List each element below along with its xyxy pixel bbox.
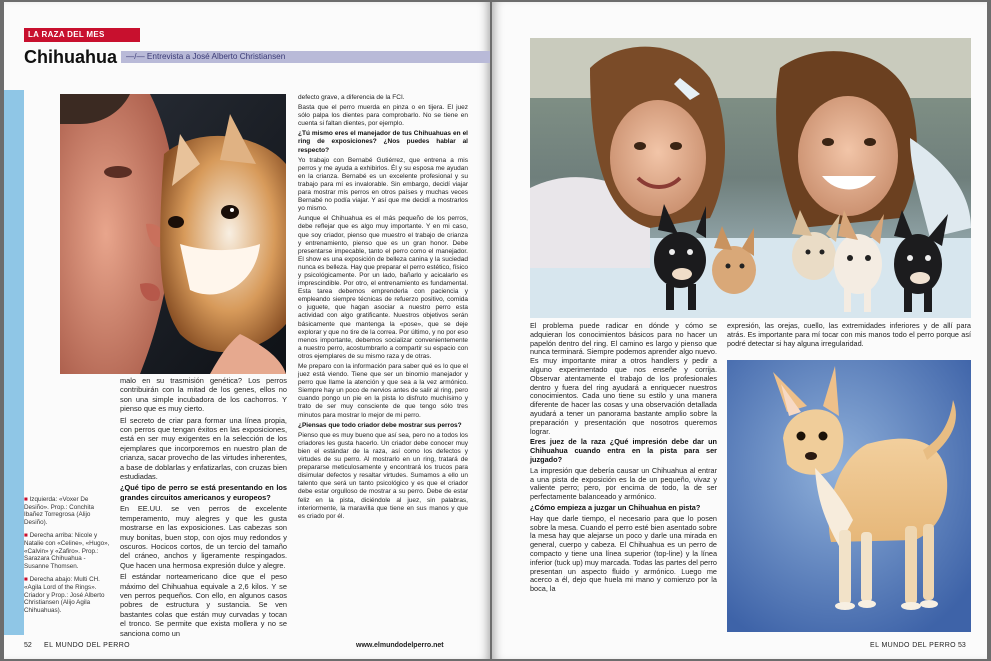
paragraph: En EE.UU. se ven perros de excelente temperamento, muy alegres y que les gusta mostrarse en las exposiciones. Las cabezas son muy bonitas, buen stop, con ojos muy redondos y oscuros. Hocicos cortos, de un tercio del tamaño del cráneo, anchos y ligeramente respingados. Que hacen una hermosa expresión dulce y alegre. (120, 504, 287, 570)
caption-text: Izquierda: «Voxer De Desiño». Prop.: Conchita Ibañez Torregrosa (Alijo Desiño). (24, 496, 95, 526)
paragraph: Basta que el perro muerda en pinza o en tijera. El juez sólo palpa los dientes para comprobarlo. No se tiene en cuenta si faltan dientes, por ejemplo. (298, 104, 468, 128)
question: Eres juez de la raza ¿Qué impresión debe dar un Chihuahua cuando entra en la pista para ser juzgado? (530, 437, 717, 464)
photo-girls-with-puppies (530, 38, 971, 318)
paragraph: El problema puede radicar en dónde y cómo se adquieran los conocimientos básicos para no hacer un papelón dentro del ring. El camino es largo y pienso que nunca terminará. Siempre podemos aprender algo nuevo. Es muy importante mirar a otros handlers y pedir a alguno experimentado que nos enseñe y corrija. Observar atentamente el trabajo de los profesionales dentro y fuera del ring ayudará a enriquecer nuestros conocimientos. Cada uno tiene su estilo y una manera diferente de hacer las cosas y una observación detallada ayudará a tener un panorama bastante amplio sobre la preparación y presentación que nosotros queremos lograr. (530, 321, 717, 436)
photo-standing-chihuahua (727, 360, 971, 632)
interview-credit: —/— Entrevista a José Alberto Christiansen (126, 52, 286, 61)
caption-right-top (24, 532, 110, 570)
left-page (4, 2, 490, 659)
paragraph: Me preparo con la información para saber qué es lo que el juez está viendo. Tiene que ser un binomio manejador y perro que llame la atención y que sea a la vez armónico. Siempre hay un poco de nervios antes de salir al ring, pero cuando pongo un pie en la pista lo disfruto muchísimo y trato de ser muy consciente de que tengo sólo tres minutos para mostrar lo mejor de mi perro. (298, 363, 468, 419)
caption-bullet: ■ (24, 532, 28, 540)
paragraph: Aunque el Chihuahua es el más pequeño de los perros, debe reflejar que es algo muy importante. Y en mi caso, que soy criador, pienso que muestro el trabajo de crianza y entrenamiento, pienso que es un gran honor. Debe presentarse impecable, tanto el perro como el manejador. El show es una exposición de belleza canina y la suciedad nunca es belleza. Hay que preparar el perro estético, físico y psicológicamente. Por un lado, bañarlo y acicalarlo es imprescindible. Por otro, el entrenamiento es fundamental. Esta tarea debemos emprenderla con paciencia y empleando siempre técnicas de refuerzo positivo, comida o juguete, que hagan asociar a nuestro perro esta actividad con algo gratificante. Nuestros objetivos serán básicamente que mantenga la «pose», que se deje explorar y que no tire de la correa. Por último, y no por eso menos importante, debemos socializar convenientemente a nuestro perro, acostumbrarlo a compartir su espacio con otros ejemplares de su mismo raza y de otras. (298, 215, 468, 360)
question: ¿Cómo empieza a juzgar un Chihuahua en pista? (530, 502, 701, 512)
paragraph: El estándar norteamericano dice que el peso máximo del Chihuahua equivale a 2,6 kilos. Y se ven perros pequeños. Con ello, en algunos casos pobres de estructura y sustancia. Se ven bastantes colas que están muy curvadas y tocan el tronco. Se permite que exista mollera y no se sanciona como un (120, 572, 287, 638)
left-page-number: 52 (24, 642, 32, 649)
side-band (4, 90, 24, 635)
question: ¿Tú mismo eres el manejador de tus Chihuahuas en el ring de exposiciones? ¿Nos puedes hablar al respecto? (298, 130, 468, 154)
paragraph: Hay que darle tiempo, el necesario para que lo posen sobre la mesa. Cuando el perro esté bien asentado sobre la mesa hay que alejarse un poco y darle una mirada en general, cuerpo y cabeza. El Chihuahua es un perro de compacto y tiene una línea superior (top-line) y la línea inferior (tuck up) muy marcada. Todas las partes del perro presentan un aspecto fluido y armónico. Luego me acerco a él, dejo que huela mi mano y comienzo por la boca, la (530, 513, 717, 594)
girls-and-puppies-illustration (530, 38, 971, 318)
left-footer-magazine: EL MUNDO DEL PERRO (44, 642, 131, 649)
left-column-3 (298, 94, 468, 523)
caption-right-bottom (24, 576, 110, 614)
paragraph: El secreto de criar para formar una línea propia, con perros que tengan éxitos en las exposiciones, está en ser muy exigentes en la selección de los ejemplares que incorporemos en nuestro plan de crianza, sacar provecho de las virtudes inherentes, a base de doblarlas y enfatizarlas, con cruzas bien estudiadas. (120, 415, 287, 482)
question: ¿Qué tipo de perro se está presentando en los grandes circuitos americanos y europeos? (120, 483, 287, 502)
caption-text: Derecha abajo: Multi CH. «Agila Lord of the Rings». Criador y Prop.: José Alberto Christiansen (Alijo Agila Chihuahuas). (24, 576, 105, 614)
left-column-2 (120, 376, 287, 640)
caption-text: Derecha arriba: Nicole y Natalie con «Celine», «Hugo», «Calvin» y «Zafiro». Prop.: Sarazara Chihuahua - Susanne Thomsen. (24, 532, 110, 570)
caption-left (24, 496, 110, 526)
article-title: Chihuahua (24, 47, 117, 67)
right-page (492, 2, 987, 659)
footer-url: www.elmundodelperro.net (356, 642, 444, 649)
paragraph: Pienso que es muy bueno que así sea, pero no a todos los criadores les gusta hacerlo. Un criador debe conocer muy bien el estándar de la raza, así como los defectos y virtudes de su perro. Al mostrarlo en un ring, tratará de prepararse meticulosamente y encontrará los trucos para disimular defectos y resaltar virtudes. Sumamos a ello un talento que será un tanto psicológico y es que el criador debe estar orgulloso de mostrar a su perro. Debe de estar feliz en la pista, diciéndole al juez, sin palabras, interiormente, la maravilla que tiene en sus manos y que es criado por él. (298, 431, 468, 520)
paragraph: Yo trabajo con Bernabé Gutiérrez, que entrena a mis perros y me ayuda a exhibirlos. Él y su esposa me ayudan en la crianza. Bernabé es un excelente profesional y su trabajo para mí es invalorable. Sin embargo, decidí viajar para mostrar mis perros en otros países y muchas veces Bernabé no podía viajar. Y así que me decidí a mostrarlos yo mismo. (298, 156, 468, 213)
man-and-dog-illustration (60, 94, 286, 374)
standing-chihuahua-illustration (727, 360, 971, 632)
right-footer-magazine: EL MUNDO DEL PERRO (870, 642, 957, 649)
paragraph: La impresión que debería causar un Chihuahua al entrar a una pista de exposición es la de un pequeño, vivaz y valiente perro; pero, por encima de todo, la de ser perfectamente balanceado y armónico. (530, 465, 717, 502)
paragraph: expresión, las orejas, cuello, las extremidades inferiores y de allí para atrás. Es importante para mí tocar con mis manos todo el perro porque así podré detectar si hay alguna irregularidad. (727, 321, 971, 348)
magazine-spread (4, 2, 987, 659)
right-column-2 (727, 322, 971, 350)
right-page-number: 53 (958, 642, 966, 649)
caption-bullet: ■ (24, 496, 28, 503)
section-tag: LA RAZA DEL MES (24, 28, 140, 42)
photo-captions (24, 496, 110, 620)
paragraph: malo en su trasmisión genética? Los perros contribuirán con la mitad de los genes, ellos no son una simple incubadora de los cachorros. Y pienso que es muy cierto. (120, 376, 287, 414)
caption-bullet: ■ (24, 576, 28, 584)
question: ¿Piensas que todo criador debe mostrar sus perros? (298, 421, 462, 429)
right-column-1 (530, 322, 717, 596)
paragraph: defecto grave, a diferencia de la FCI. (298, 94, 405, 101)
photo-man-kissing-chihuahua (60, 94, 286, 374)
